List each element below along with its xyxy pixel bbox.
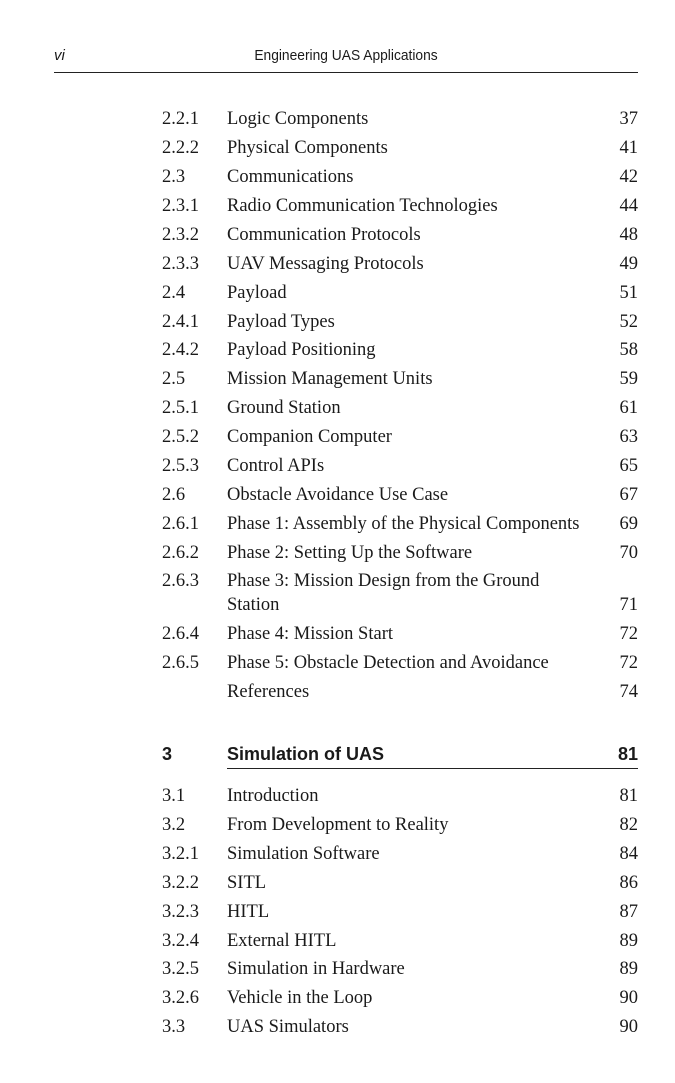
toc-entry[interactable] [0,985,675,1011]
toc-entry[interactable] [0,511,675,537]
section-number: 2.2.2 [162,138,199,158]
toc-entry[interactable] [0,568,675,594]
toc-entry[interactable] [0,251,675,277]
page-ref: 52 [619,312,638,332]
section-title: Phase 3: Mission Design from the Ground [227,571,540,591]
section-title: Logic Components [227,109,369,129]
toc-entry[interactable] [0,337,675,363]
toc-entry[interactable] [0,870,675,896]
page-ref: 63 [619,427,638,447]
running-header [54,44,638,73]
section-title: Payload Types [227,312,335,332]
toc-entry[interactable] [0,222,675,248]
toc-entry[interactable] [0,193,675,219]
section-title: HITL [227,902,270,922]
section-number: 2.6 [162,485,186,505]
toc-entry[interactable] [0,928,675,954]
page-ref: 87 [619,902,638,922]
page-ref: 74 [619,682,638,702]
page-ref: 69 [619,514,638,534]
page-ref: 72 [619,624,638,644]
section-number: 2.3.1 [162,196,199,216]
toc-entry[interactable] [0,1014,675,1040]
page-ref: 72 [619,653,638,673]
section-title: Phase 2: Setting Up the Software [227,543,473,563]
page-ref: 81 [619,786,638,806]
toc-entry[interactable] [0,309,675,335]
toc-entry[interactable] [0,424,675,450]
section-title: Communications [227,167,354,187]
section-number: 3.2.2 [162,873,199,893]
page-ref: 71 [619,595,638,615]
section-title: Payload [227,283,287,303]
section-title: UAV Messaging Protocols [227,254,424,274]
page-number: vi [54,47,65,64]
section-number: 2.4.1 [162,312,199,332]
toc-entry[interactable] [0,106,675,132]
section-number: 2.5 [162,369,186,389]
section-title: Physical Components [227,138,388,158]
section-number: 2.6.2 [162,543,199,563]
page-ref: 67 [619,485,638,505]
section-number: 2.5.2 [162,427,199,447]
section-title: Vehicle in the Loop [227,988,373,1008]
page-ref: 89 [619,959,638,979]
section-title: Phase 1: Assembly of the Physical Components [227,514,580,534]
page-ref: 90 [619,988,638,1008]
toc-entry[interactable] [0,621,675,647]
section-number: 3.2.3 [162,902,199,922]
page-ref: 37 [619,109,638,129]
section-title: Payload Positioning [227,340,376,360]
page-ref: 65 [619,456,638,476]
toc-entry[interactable] [0,899,675,925]
page-ref: 51 [619,283,638,303]
page-ref: 42 [619,167,638,187]
section-number: 2.6.4 [162,624,199,644]
section-number: 2.6.3 [162,571,199,591]
section-number: 3.2.5 [162,959,199,979]
section-number: 3.2.4 [162,931,199,951]
running-title: Engineering UAS Applications [254,47,438,64]
page-ref: 59 [619,369,638,389]
page-ref: 89 [619,931,638,951]
section-number: 3.2 [162,815,186,835]
section-title: From Development to Reality [227,815,449,835]
section-title: Radio Communication Technologies [227,196,498,216]
chapter-rule [227,768,638,769]
section-number: 2.4.2 [162,340,199,360]
section-number: 2.6.1 [162,514,199,534]
section-title: Introduction [227,786,319,806]
toc-entry[interactable] [0,135,675,161]
section-number: 3.2.6 [162,988,199,1008]
section-title: Phase 5: Obstacle Detection and Avoidance [227,653,549,673]
toc-entry[interactable] [0,453,675,479]
page-ref: 82 [619,815,638,835]
section-title: Communication Protocols [227,225,421,245]
section-number: 2.5.1 [162,398,199,418]
section-title: Mission Management Units [227,369,433,389]
page-ref: 61 [619,398,638,418]
section-title: Phase 4: Mission Start [227,624,393,644]
section-title: Ground Station [227,398,341,418]
page-ref: 48 [619,225,638,245]
toc-entry[interactable] [0,482,675,508]
page-ref: 86 [619,873,638,893]
page-ref: 44 [619,196,638,216]
section-number: 3.2.1 [162,844,199,864]
page-ref: 49 [619,254,638,274]
chapter-number: 3 [162,744,173,764]
toc-entry[interactable] [0,395,675,421]
section-title: External HITL [227,931,337,951]
toc-entry[interactable] [0,540,675,566]
section-number: 2.3.2 [162,225,199,245]
section-number: 2.6.5 [162,653,199,673]
toc-entry[interactable] [0,679,675,705]
toc-entry[interactable] [0,783,675,809]
toc-entry[interactable] [0,812,675,838]
chapter-title: Simulation of UAS [227,744,384,764]
page-ref: 41 [619,138,638,158]
toc-entry[interactable] [0,366,675,392]
toc-entry[interactable] [0,280,675,306]
section-number: 2.5.3 [162,456,199,476]
section-number: 2.2.1 [162,109,199,129]
page-ref: 70 [619,543,638,563]
section-number: 2.3 [162,167,186,187]
section-title: Companion Computer [227,427,392,447]
section-title: Simulation Software [227,844,380,864]
section-number: 2.4 [162,283,186,303]
toc-entry-continuation[interactable] [0,592,675,618]
section-title: UAS Simulators [227,1017,349,1037]
section-number: 3.3 [162,1017,186,1037]
section-title: SITL [227,873,267,893]
chapter-page-ref: 81 [617,744,638,764]
chapter-heading[interactable] [0,742,675,770]
section-title: Obstacle Avoidance Use Case [227,485,449,505]
section-number: 2.3.3 [162,254,199,274]
toc-entry[interactable] [0,650,675,676]
section-title: Control APIs [227,456,325,476]
section-number: 3.1 [162,786,186,806]
page-ref: 58 [619,340,638,360]
toc-entry[interactable] [0,956,675,982]
toc-entry[interactable] [0,164,675,190]
toc-entry[interactable] [0,841,675,867]
section-title-continuation: Station [227,595,280,615]
page-ref: 84 [619,844,638,864]
page-ref: 90 [619,1017,638,1037]
section-title: Simulation in Hardware [227,959,405,979]
section-title: References [227,682,310,702]
